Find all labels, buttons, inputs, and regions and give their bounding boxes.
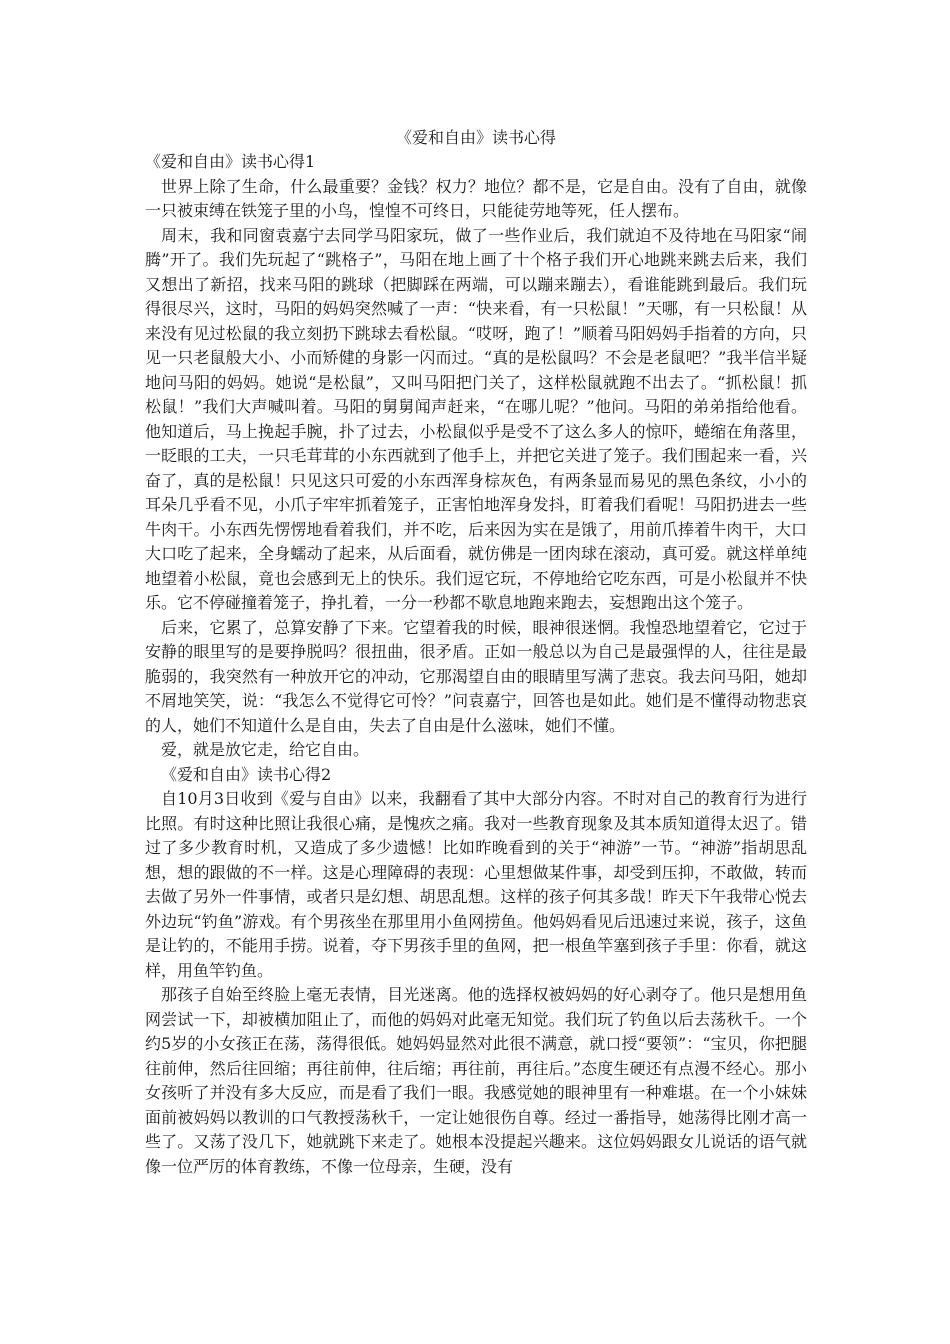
section-heading-1: 《爱和自由》读书心得1 <box>145 152 316 171</box>
paragraph: 那孩子自始至终脸上毫无表情，目光迷离。他的选择权被妈妈的好心剥夺了。他只是想用鱼网尝试一下，却被横加阻止了，而他的妈妈对此毫无知觉。我们玩了钓鱼以后去荡秋千。一个约5岁的小女孩正在荡，荡得很低。她妈妈显然对此很不满意，就口授“要领”：“宝贝，你把腿往前伸，然后往回缩；再往前伸，往后缩；再往前，再往后。”态度生硬还有点漫不经心。那小女孩听了并没有多大反应，而是看了我们一眼。我感觉她的眼神里有一种难堪。在一个小妹妹面前被妈妈以教训的口气教授荡秋千，一定让她很伤自尊。经过一番指导，她荡得比刚才高一些了。又荡了没几下，她就跳下来走了。她根本没提起兴趣来。这位妈妈跟女儿说话的语气就像一位严厉的体育教练，不像一位母亲，生硬，没有 <box>145 985 807 1176</box>
document-body <box>145 126 807 1179</box>
paragraph: 后来，它累了，总算安静了下来。它望着我的时候，眼神很迷惘。我惶恐地望着它，它过于安静的眼里写的是要挣脱吗？很扭曲，很矛盾。正如一般总以为自己是最强悍的人，往往是最脆弱的，我突然有一种放开它的冲动，它那渴望自由的眼睛里写满了悲哀。我去问马阳，她却不屑地笑笑，说：“我怎么不觉得它可怜？”问袁嘉宁，回答也是如此。她们是不懂得动物悲哀的人，她们不知道什么是自由，失去了自由是什么滋味，她们不懂。 <box>145 617 807 735</box>
paragraph: 爱，就是放它走，给它自由。 <box>161 740 370 759</box>
paragraph: 周末，我和同窗袁嘉宁去同学马阳家玩，做了一些作业后，我们就迫不及待地在马阳家“闹腾”开了。我们先玩起了“跳格子”，马阳在地上画了十个格子我们开心地跳来跳去后来，我们又想出了新招，找来马阳的跳球（把脚踩在两端，可以蹦来蹦去），看谁能跳到最后。我们玩得很尽兴，这时，马阳的妈妈突然喊了一声：“快来看，有一只松鼠！”天哪，有一只松鼠！从来没有见过松鼠的我立刻扔下跳球去看松鼠。“哎呀，跑了！”顺着马阳妈妈手指着的方向，只见一只老鼠般大小、小而矫健的身影一闪而过。“真的是松鼠吗？不会是老鼠吧？”我半信半疑地问马阳的妈妈。她说“是松鼠”，又叫马阳把门关了，这样松鼠就跑不出去了。“抓松鼠！抓松鼠！”我们大声喊叫着。马阳的舅舅闻声赶来，“在哪儿呢？”他问。马阳的弟弟指给他看。他知道后，马上挽起手腕，扑了过去，小松鼠似乎是受不了这么多人的惊吓，蜷缩在角落里，一眨眼的工夫，一只毛茸茸的小东西就到了他手上，并把它关进了笼子。我们围起来一看，兴奋了，真的是松鼠！只见这只可爱的小东西浑身棕灰色，有两条显而易见的黑色条纹，小小的耳朵几乎看不见，小爪子牢牢抓着笼子，正害怕地浑身发抖，盯着我们看呢！马阳扔进去一些牛肉干。小东西先愣愣地看着我们，并不吃，后来因为实在是饿了，用前爪捧着牛肉干，大口大口吃了起来，全身蠕动了起来，从后面看，就仿佛是一团肉球在滚动，真可爱。就这样单纯地望着小松鼠，竟也会感到无上的快乐。我们逗它玩，不停地给它吃东西，可是小松鼠并不快乐。它不停碰撞着笼子，挣扎着，一分一秒都不歇息地跑来跑去，妄想跑出这个笼子。 <box>145 225 807 612</box>
section-heading-2: 《爱和自由》读书心得2 <box>161 764 332 784</box>
paragraph: 自10月3日收到《爱与自由》以来，我翻看了其中大部分内容。不时对自己的教育行为进行比照。有时这种比照让我很心痛，是愧疚之痛。我对一些教育现象及其本质知道得太迟了。错过了多少教育时机，又造成了多少遗憾！比如昨晚看到的关于“神游”一节。“神游”指胡思乱想，想的跟做的不一样。这是心理障碍的表现：心里想做某件事，却受到压抑，不敢做，转而去做了另外一件事情，或者只是幻想、胡思乱想。这样的孩子何其多哉！昨天下午我带心悦去外边玩“钓鱼”游戏。有个男孩坐在那里用小鱼网捞鱼。他妈妈看见后迅速过来说，孩子，这鱼是让钓的，不能用手捞。说着，夺下男孩手里的鱼网，把一根鱼竿塞到孩子手里：你看，就这样，用鱼竿钓鱼。 <box>145 789 807 980</box>
document-title: 《爱和自由》读书心得 <box>395 128 556 147</box>
paragraph: 世界上除了生命，什么最重要？金钱？权力？地位？都不是，它是自由。没有了自由，就像一只被束缚在铁笼子里的小鸟，惶惶不可终日，只能徒劳地等死，任人摆布。 <box>145 176 807 220</box>
